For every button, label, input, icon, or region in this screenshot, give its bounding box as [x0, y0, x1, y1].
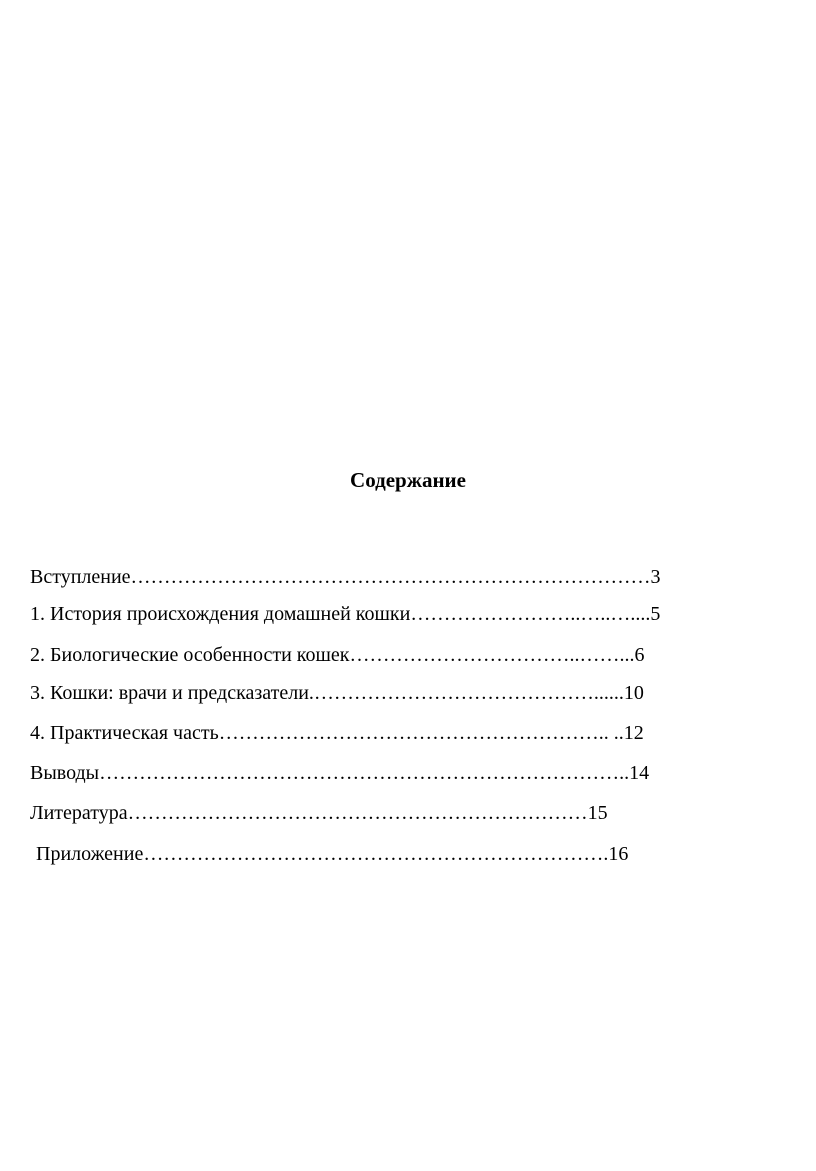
toc-entry-practical: 4. Практическая часть………………………………………………….. ..12 — [30, 722, 644, 744]
toc-entry-biology: 2. Биологические особенности кошек……………………………..……...6 — [30, 644, 645, 666]
toc-entry-introduction: Вступление……………………………………………………………………3 — [30, 566, 661, 588]
toc-entry-appendix: Приложение…………………………………………………………….16 — [36, 843, 629, 865]
page-title: Содержание — [350, 468, 466, 492]
toc-entry-conclusions: Выводы……………………………………………………………………..14 — [30, 762, 650, 784]
toc-entry-literature: Литература……………………………………………………………15 — [30, 802, 608, 824]
toc-entry-history: 1. История происхождения домашней кошки……………………..…..…....5 — [30, 603, 661, 625]
toc-entry-healers: 3. Кошки: врачи и предсказатели.……………………………………......10 — [30, 682, 644, 704]
